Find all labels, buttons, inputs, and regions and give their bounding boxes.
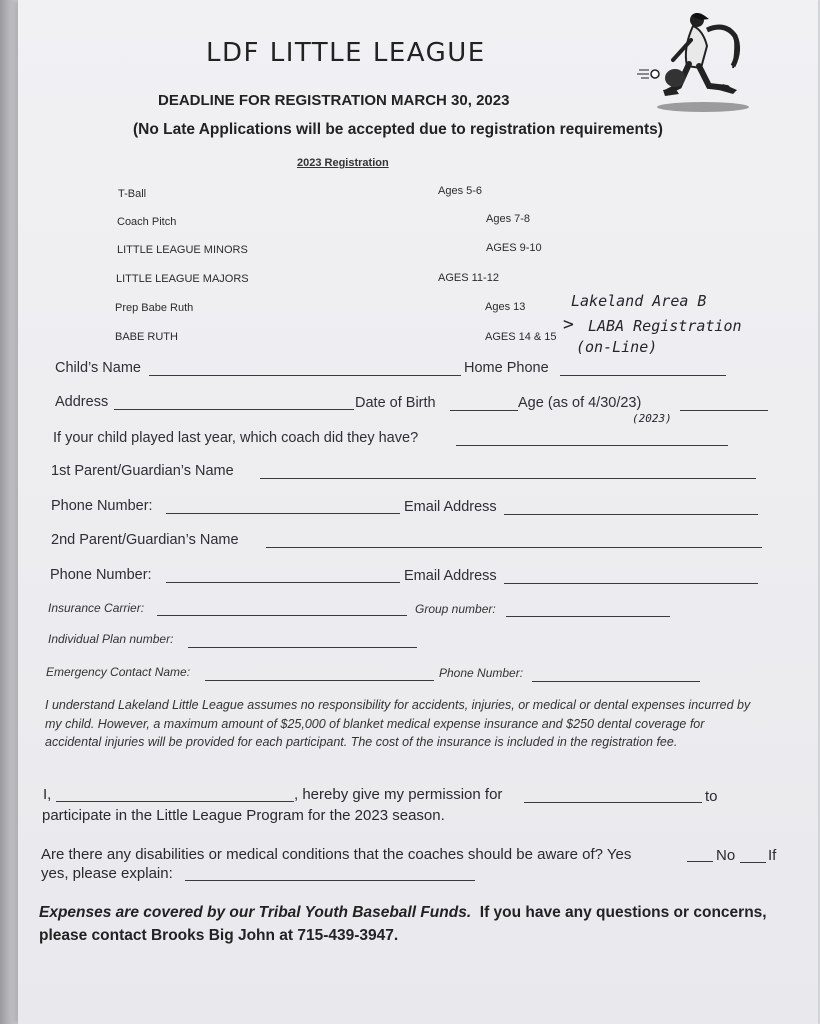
- handwritten-note-line1: Lakeland Area B: [571, 292, 707, 310]
- medical-yes-input[interactable]: [687, 848, 713, 862]
- parent2-email-input[interactable]: [504, 570, 758, 584]
- parent1-name-input[interactable]: [260, 465, 756, 479]
- insurance-carrier-label: Insurance Carrier:: [48, 601, 145, 615]
- child-name-label: Child’s Name: [55, 360, 141, 376]
- contact-statement: If you have any questions or concerns, please contact Brooks Big John at 715-439-3947.: [39, 904, 767, 944]
- group-number-label: Group number:: [415, 602, 496, 616]
- medical-explain-input[interactable]: [185, 867, 475, 881]
- division-name: T-Ball: [118, 188, 147, 200]
- permission-suffix: to: [705, 788, 718, 805]
- permission-middle-text: , hereby give my permission for: [294, 786, 503, 803]
- division-name: Coach Pitch: [117, 216, 177, 228]
- medical-if-label: If: [768, 847, 777, 864]
- late-applications-notice: (No Late Applications will be accepted due to registration requirements): [133, 121, 663, 138]
- division-ages: Ages 5-6: [438, 185, 483, 197]
- division-ages: Ages 7-8: [486, 213, 531, 225]
- handwritten-note-line3: (on-Line): [576, 338, 658, 356]
- permission-prefix: I,: [43, 786, 52, 803]
- expenses-statement: Expenses are covered by our Tribal Youth Baseball Funds.: [39, 904, 472, 921]
- division-ages: Ages 13: [485, 301, 526, 313]
- emergency-contact-input[interactable]: [205, 667, 434, 681]
- group-number-input[interactable]: [506, 603, 670, 617]
- medical-no-input[interactable]: [740, 849, 766, 863]
- division-name: LITTLE LEAGUE MAJORS: [116, 273, 249, 285]
- address-label: Address: [55, 394, 109, 410]
- parent2-name-input[interactable]: [266, 534, 762, 548]
- division-ages: AGES 14 & 15: [485, 331, 557, 343]
- parent1-email-input[interactable]: [504, 501, 758, 515]
- coach-input[interactable]: [456, 432, 728, 446]
- baseball-player-icon: [633, 10, 753, 114]
- parent2-phone-label: Phone Number:: [50, 567, 152, 583]
- handwritten-note-line2: LABA Registration: [588, 317, 742, 335]
- home-phone-input[interactable]: [560, 362, 726, 376]
- emergency-phone-input[interactable]: [532, 668, 700, 682]
- dob-label: Date of Birth: [355, 395, 436, 411]
- insurance-carrier-input[interactable]: [157, 602, 407, 616]
- emergency-phone-label: Phone Number:: [439, 666, 524, 680]
- age-as-of-label: Age (as of 4/30/23): [518, 395, 642, 411]
- age-input[interactable]: [680, 397, 768, 411]
- parent2-email-label: Email Address: [404, 568, 497, 584]
- medical-explain-label: yes, please explain:: [41, 865, 173, 882]
- bracket-mark: >: [563, 314, 574, 335]
- division-name: BABE RUTH: [115, 331, 178, 343]
- parent1-email-label: Email Address: [404, 499, 497, 515]
- parent2-phone-input[interactable]: [166, 569, 400, 583]
- division-ages: AGES 9-10: [486, 242, 542, 254]
- registration-year-label: 2023 Registration: [297, 157, 389, 169]
- permission-name-input[interactable]: [56, 788, 294, 802]
- medical-no-label: No: [716, 847, 736, 864]
- medical-question: Are there any disabilities or medical conditions that the coaches should be aware of? Yes: [41, 846, 632, 863]
- child-name-input[interactable]: [149, 362, 461, 376]
- permission-line2: participate in the Little League Program for the 2023 season.: [42, 807, 445, 824]
- handwritten-year-note: (2023): [632, 412, 672, 425]
- registration-form-sheet: [18, 0, 818, 1024]
- emergency-contact-label: Emergency Contact Name:: [46, 665, 191, 679]
- division-name: LITTLE LEAGUE MINORS: [117, 244, 248, 256]
- parent1-phone-label: Phone Number:: [51, 498, 153, 514]
- address-input[interactable]: [114, 396, 354, 410]
- deadline-text: DEADLINE FOR REGISTRATION MARCH 30, 2023: [158, 92, 510, 109]
- individual-plan-label: Individual Plan number:: [48, 632, 174, 646]
- coach-question-label: If your child played last year, which coach did they have?: [53, 430, 419, 446]
- parent1-name-label: 1st Parent/Guardian’s Name: [51, 463, 234, 479]
- liability-statement: I understand Lakeland Little League assumes no responsibility for accidents, injuries, or medical or dental expenses incurred by my child. However, a maximum amount of $25,000 of blanket medical expense insurance and $250 dental coverage for accidental injuries will be provided for each participant. The cost of the insurance is included in the registration fee.: [45, 698, 751, 749]
- home-phone-label: Home Phone: [464, 360, 549, 376]
- permission-child-input[interactable]: [524, 789, 702, 803]
- contact-footer: [39, 901, 779, 947]
- dob-input[interactable]: [450, 397, 518, 411]
- parent1-phone-input[interactable]: [166, 500, 400, 514]
- division-ages: AGES 11-12: [438, 272, 499, 284]
- parent2-name-label: 2nd Parent/Guardian’s Name: [51, 532, 239, 548]
- individual-plan-input[interactable]: [188, 634, 417, 648]
- division-name: Prep Babe Ruth: [115, 302, 194, 314]
- form-title: LDF LITTLE LEAGUE: [206, 38, 486, 68]
